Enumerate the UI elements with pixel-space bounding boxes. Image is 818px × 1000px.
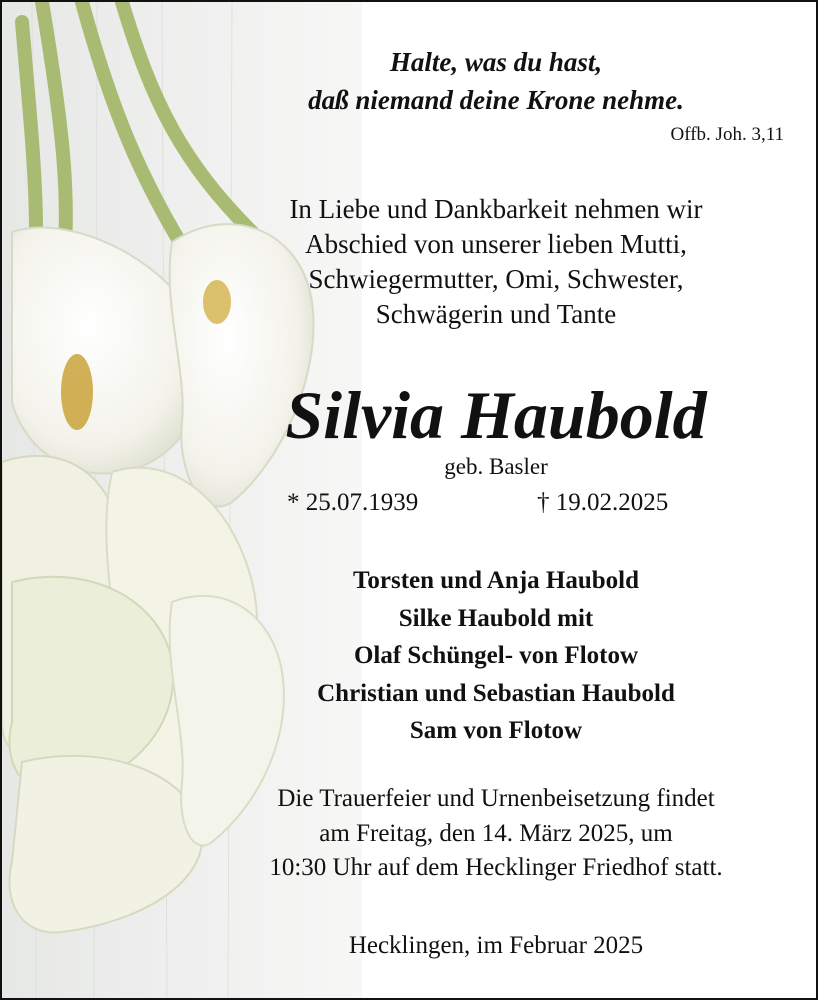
verse-line-2: daß niemand deine Krone nehme. (308, 85, 684, 115)
intro-line: Abschied von unserer lieben Mutti, (305, 229, 687, 259)
mourners-list (202, 562, 790, 750)
birth-name: geb. Basler (444, 454, 548, 479)
mourner-line: Torsten und Anja Haubold (353, 567, 639, 594)
verse-reference: Offb. Joh. 3,11 (670, 124, 784, 145)
mourner-line: Sam von Flotow (409, 717, 583, 744)
mourner-line: Christian und Sebastian Haubold (317, 679, 675, 707)
service-line: 10:30 Uhr auf dem Hecklinger Friedhof statt. (269, 854, 723, 881)
intro-line: In Liebe und Dankbarkeit nehmen wir (289, 194, 703, 224)
verse-line-1: Halte, was du hast, (389, 47, 603, 77)
birth-date: * 25.07.1939 (287, 489, 419, 516)
death-date: † 19.02.2025 (537, 489, 669, 516)
intro-line: Schwägerin und Tante (375, 299, 617, 329)
mourner-line: Olaf Schüngel- von Flotow (353, 642, 639, 669)
mourner-line: Silke Haubold mit (398, 604, 594, 632)
funeral-service-info (202, 782, 790, 886)
place-and-date: Hecklingen, im Februar 2025 (348, 932, 644, 959)
service-line: am Freitag, den 14. März 2025, um (319, 819, 673, 847)
intro-text (202, 192, 790, 332)
service-line: Die Trauerfeier und Urnenbeisetzung findet (277, 785, 715, 812)
deceased-name: Silvia Haubold (285, 377, 707, 453)
intro-line: Schwiegermutter, Omi, Schwester, (308, 264, 684, 294)
